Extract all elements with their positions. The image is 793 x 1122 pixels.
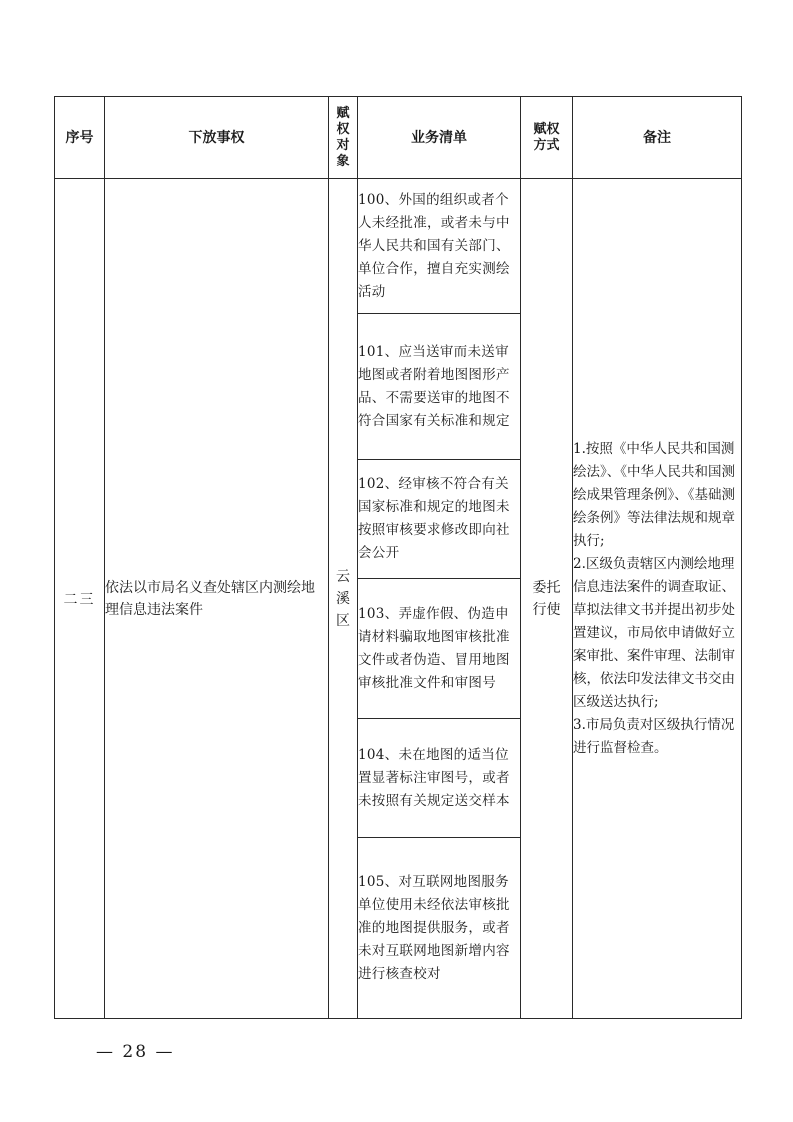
row-power: 依法以市局名义查处辖区内测绘地理信息违法案件 [105,179,329,1019]
header-power: 下放事权 [105,97,329,179]
header-method-line: 赋权 [533,121,560,137]
business-item: 105、对互联网地图服务单位使用未经依法审核批准的地图提供服务，或者未对互联网地图新增内容进行核查校对 [358,838,521,1019]
header-target-char: 象 [336,153,350,169]
note-item: 1.按照《中华人民共和国测绘法》、《中华人民共和国测绘成果管理条例》、《基础测绘条例》等法律法规和规章执行; [573,440,735,549]
header-target-char: 赋 [336,105,350,121]
header-target-char: 对 [336,137,350,153]
row-target-char: 云 [336,568,350,585]
row-method [521,179,573,1019]
header-index: 序号 [55,97,105,179]
row-method-line: 行使 [532,601,561,618]
business-item: 103、弄虚作假、伪造申请材料骗取地图审核批准文件或者伪造、冒用地图审核批准文件和审图号 [358,579,521,719]
business-item: 100、外国的组织或者个人未经批准，或者未与中华人民共和国有关部门、单位合作，擅自充实测绘活动 [358,179,521,314]
business-item: 104、未在地图的适当位置显著标注审图号，或者未按照有关规定送交样本 [358,719,521,838]
header-notes: 备注 [573,97,742,179]
table-header-row [55,97,742,179]
note-item: 2.区级负责辖区内测绘地理信息违法案件的调查取证、草拟法律文书并提出初步处置建议，市局依申请做好立案审批、案件审理、法制审核，依法印发法律文书交由区级送达执行; [573,555,735,710]
row-index: 二三 [55,179,105,1019]
delegation-table [54,96,742,1019]
row-target [329,179,358,1019]
row-method-line: 委托 [532,579,561,596]
note-item: 3.市局负责对区级执行情况进行监督检查。 [573,716,735,756]
header-method-line: 方式 [533,137,560,153]
header-business: 业务清单 [358,97,521,179]
row-target-char: 溪 [336,590,350,607]
page-number: — 28 — [96,1042,175,1062]
header-target [329,97,358,179]
row-notes [573,179,742,1019]
header-method [521,97,573,179]
table-row [55,179,742,314]
header-target-char: 权 [336,121,350,137]
row-target-char: 区 [336,612,350,629]
business-item: 102、经审核不符合有关国家标准和规定的地图未按照审核要求修改即向社会公开 [358,460,521,579]
business-item: 101、应当送审而未送审地图或者附着地图图形产品、不需要送审的地图不符合国家有关标准和规定 [358,314,521,460]
